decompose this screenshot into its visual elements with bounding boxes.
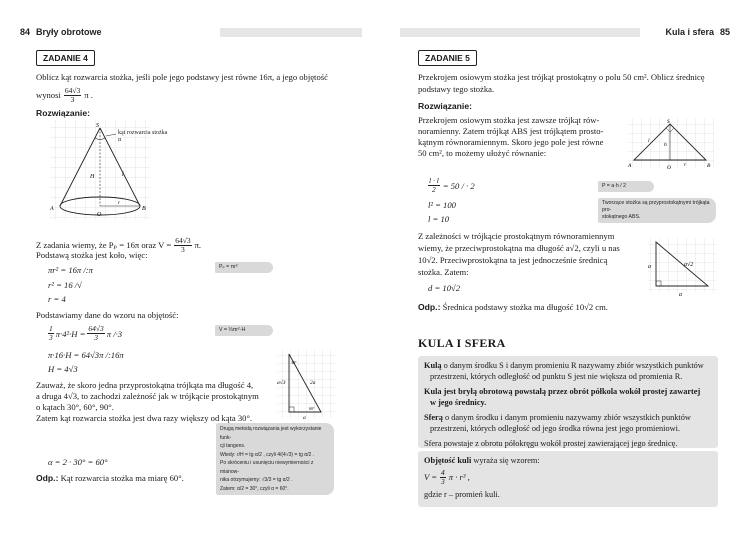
eq-6: H = 4√3 <box>48 364 78 374</box>
eq-1: πr² = 16π /:π <box>48 265 93 275</box>
sol5-l1: Przekrojem osiowym stożka jest zawsze trójkąt rów- <box>418 115 600 125</box>
note-base-area: Pₚ = πr² <box>215 262 273 273</box>
fig5-S: S <box>667 119 670 125</box>
text-observe-l1: Zauważ, że skoro jedna przyprostokątna trójkąta ma długość 4, <box>36 380 254 390</box>
tri5-a2: a√2 <box>684 262 694 268</box>
tri5-a-left: a <box>648 264 651 270</box>
volume-formula-box: Objętość kuli wyraża się wzorem: V = $\frac{4}{3}$ π · r³ , gdzie r – promień kuli. <box>418 451 718 507</box>
text5-l2: wiemy, że przeciwprostokątna ma długość a√2, czyli u nas <box>418 243 620 253</box>
sol5-l4: 50 cm², to możemy ułożyć równanie: <box>418 148 547 158</box>
eq5-3: l = 10 <box>428 214 450 224</box>
definition-box: Kulą o danym środku S i danym promieniu R nazywamy zbiór wszystkich punktów przestrzeni, których odległość od punktu S jest nie większa od promienia R. Kula jest bryłą obrotową powstałą przez obrót półkola wokół prostej zawartej w jego średnicy. Sferą o danym środku i danym promieniu nazywamy zbiór wszystkich punktów przestrzeni, których odległość od jego środka równa jest jego promieniowi. Sfera powstaje z obrotu półokręgu wokół prostej zawierającej jego średnicę. <box>418 356 718 448</box>
eq-5: π·16·H = 64√3π /:16π <box>48 350 124 360</box>
eq5-4: d = 10√2 <box>428 283 460 293</box>
note-tangent-method: Drugą metodą rozwiązania jest wykorzystanie funk- cji tangens. Wtedy: r/H = tg α/2 , czyli 4/(4√3) = tg α/2 . Po skróceniu i usunięciu niewymierności z mianow- nika otrzymujemy: √3/3 = tg α/2 . Zatem: α/2 = 30°, czyli α = 60°. <box>216 423 334 495</box>
sol5-l2: noramienny. Zatem trójkąt ABS jest trójkątem prosto- <box>418 126 604 136</box>
fig-label-S: S <box>96 123 99 129</box>
fig-label-r: r <box>118 200 121 206</box>
fig-label-angle: kąt rozwarcia stożka α <box>118 130 168 143</box>
fig5-l: l <box>648 138 650 144</box>
note-generatrix: Tworzące stożka są przyprostokątnymi trójkąta pro- stokątnego ABS. <box>598 198 716 223</box>
text-observe-l2: a druga 4√3, to zachodzi zależność jak w trójkącie prostokątnym <box>36 391 259 401</box>
text-observe-l3: o kątach 30°, 60°, 90°. <box>36 402 114 412</box>
solution-label: Rozwiązanie: <box>36 108 90 118</box>
text-given: Z zadania wiemy, że Pₚ = 16π oraz V = $\frac{64√3}{3}$ π. <box>36 236 202 254</box>
answer: Odp.: Kąt rozwarcia stożka ma miarę 60°. <box>36 473 184 483</box>
fig-label-O: O <box>97 212 102 218</box>
answer-right: Odp.: Średnica podstawy stożka ma długość 10√2 cm. <box>418 302 608 312</box>
text5-l3: 10√2. Przeciwprostokątna ta jest jednocześnie średnicą <box>418 255 608 265</box>
tri-label-2a: 2a <box>310 380 316 386</box>
eq-2: r² = 16 /√ <box>48 280 82 290</box>
section-title: KULA I SFERA <box>418 336 506 350</box>
note-volume: V = ⅓πr²·H <box>215 325 273 336</box>
fig5-h: h <box>664 142 667 148</box>
fig-label-l: l <box>122 172 124 178</box>
eq-7: α = 2 · 30° = 60° <box>48 457 108 467</box>
tri-label-a3: a√3 <box>277 380 286 386</box>
fig5-A: A <box>628 163 632 169</box>
eq5-1: $\frac{l \cdot l}{2}$ = 50 / · 2 <box>429 176 475 194</box>
fig-label-B: B <box>142 206 146 212</box>
eq5-2: l² = 100 <box>428 200 456 210</box>
tri5-a-bottom: a <box>679 292 682 298</box>
tri-label-60: 60° <box>309 406 315 411</box>
note-triangle-area: P = a·h / 2 <box>598 181 654 192</box>
sol5-l3: kątnym równoramiennym. Skoro jego pole jest równe <box>418 137 604 147</box>
fig5-O: O <box>667 165 671 171</box>
fig5-r: r <box>684 162 687 168</box>
tri-label-30: 30° <box>291 360 297 365</box>
text-substitute: Podstawiamy dane do wzoru na objętość: <box>36 310 179 320</box>
text5-l1: Z zależności w trójkącie prostokątnym równoramiennym <box>418 231 615 241</box>
page-number: 84 <box>20 27 31 37</box>
task-text-line1: Oblicz kąt rozwarcia stożka, jeśli pole jego podstawy jest równe 16π, a jego objętość <box>36 72 328 82</box>
task-text-line2: wynosi $\frac{64√3}{3}$ π . <box>36 86 93 104</box>
text-observe-l4: Zatem kąt rozwarcia stożka jest dwa razy większy od kąta 30°. <box>36 413 253 423</box>
text-base: Podstawą stożka jest koło, więc: <box>36 250 148 260</box>
triangle-ABS-figure <box>624 116 716 176</box>
task5-line2: podstawy tego stożka. <box>418 84 495 94</box>
isosceles-right-triangle-figure <box>642 236 718 302</box>
task5-line1: Przekrojem osiowym stożka jest trójkąt prostokątny o polu 50 cm². Oblicz średnicę <box>418 72 705 82</box>
tri-label-a: a <box>303 415 306 420</box>
text5-l4: stożka. Zatem: <box>418 267 469 277</box>
task-label: ZADANIE 4 <box>36 50 95 66</box>
fig5-B: B <box>707 163 711 169</box>
page-number-right: 85 <box>719 27 730 37</box>
eq-3: r = 4 <box>48 294 66 304</box>
triangle-30-60-90-figure <box>275 348 337 420</box>
eq-4: $\frac{1}{3}$ π·4²·H = $\frac{64√3}{3}$ π /·3 <box>49 324 123 342</box>
running-title: Bryły obrotowe <box>36 27 102 37</box>
fig-label-H: H <box>90 174 95 180</box>
running-title-right: Kula i sfera <box>665 27 714 37</box>
solution-label-right: Rozwiązanie: <box>418 101 472 111</box>
task-label-right: ZADANIE 5 <box>418 50 477 66</box>
fig-label-A: A <box>50 206 54 212</box>
